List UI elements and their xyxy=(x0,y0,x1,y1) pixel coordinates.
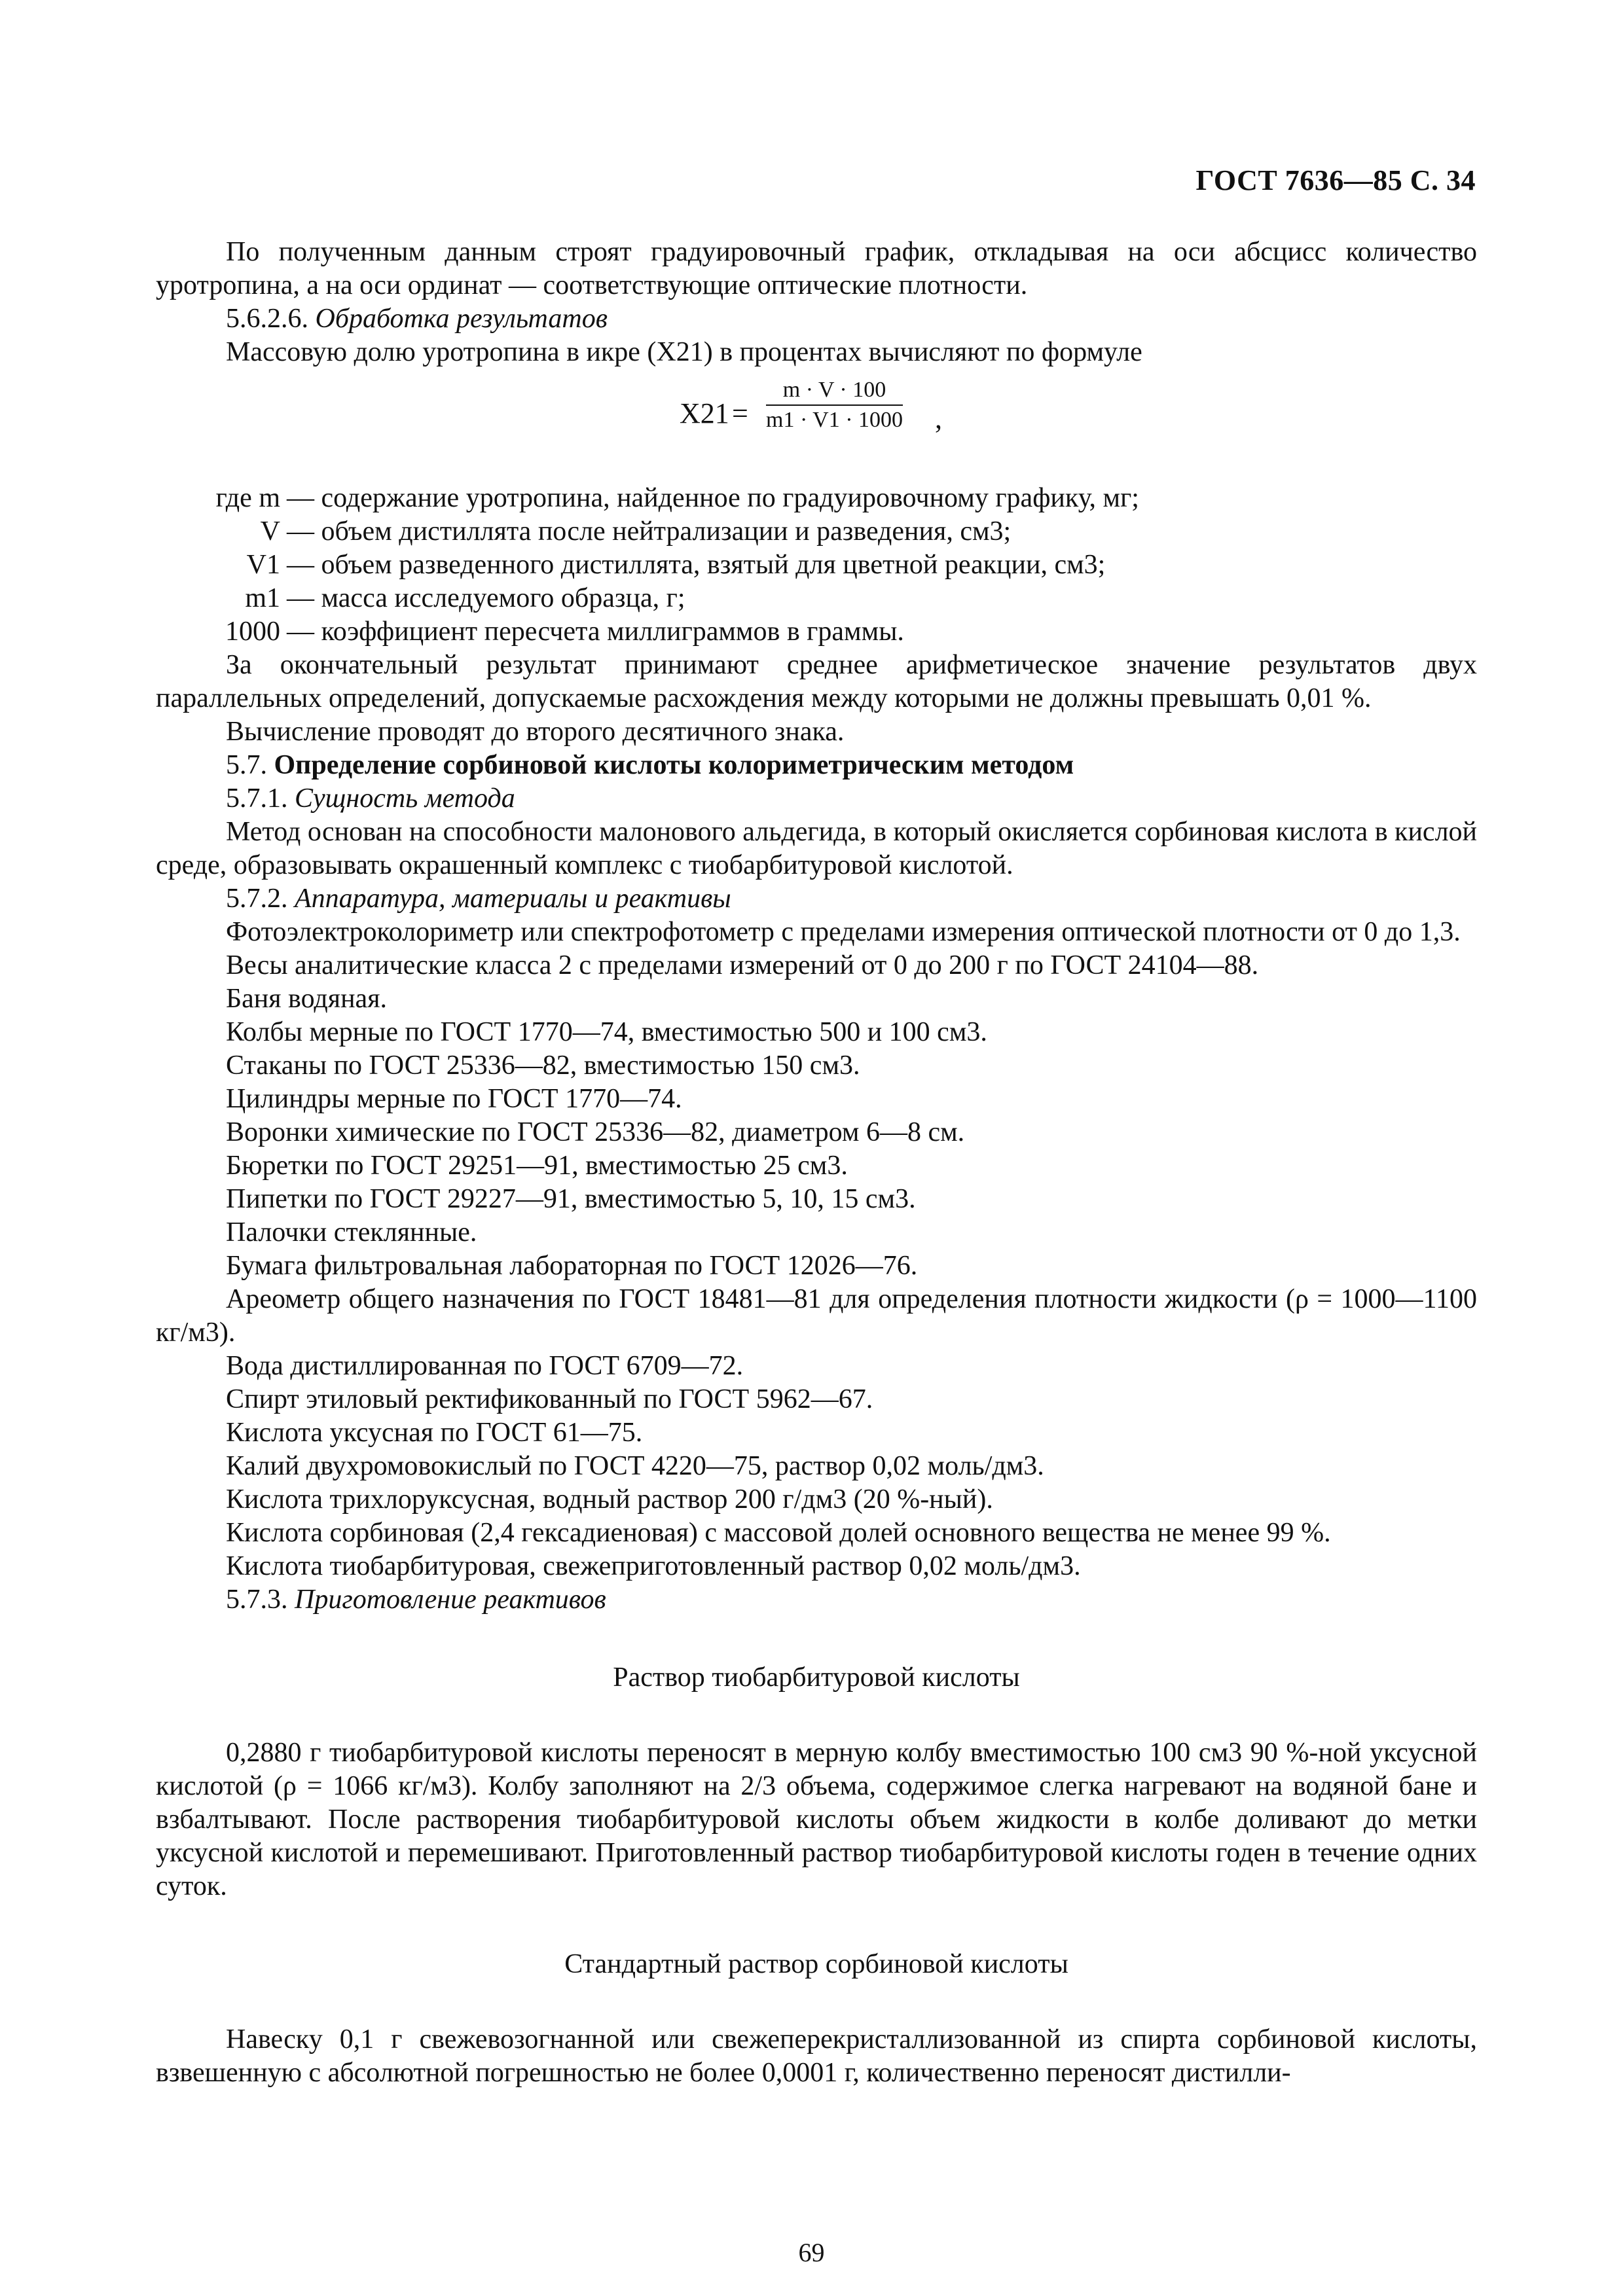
section-5-7-1 xyxy=(156,782,1477,816)
variable-definitions xyxy=(156,482,1477,649)
section-title: Приготовление реактивов xyxy=(295,1585,606,1615)
list-item: Кислота уксусная по ГОСТ 61—75. xyxy=(226,1418,643,1448)
formula xyxy=(156,376,1477,474)
formula-fraction xyxy=(766,376,903,435)
list-item: Кислота тиобарбитуровая, свежеприготовленный раствор 0,02 моль/дм3. xyxy=(226,1551,1081,1581)
tba-solution-paragraph: 0,2880 г тиобарбитуровой кислоты переносят в мерную колбу вместимостью 100 см3 90 %-ной уксусной кислотой (ρ = 1066 кг/м3). Колбу заполняют на 2/3 объема, содержимое слегка нагревают на водяной бане и взбалтывают. После растворения тиобарбитуровой кислоты объем жидкости в колбе доливают до метки уксусной кислотой и перемешивают. Приготовленный раствор тиобарбитуровой кислоты годен в течение одних суток. xyxy=(156,1738,1477,1901)
sorbic-solution-title: Стандартный раствор сорбиновой кислоты xyxy=(564,1949,1068,1979)
formula-lhs: X21 xyxy=(680,397,729,429)
section-title: Обработка результатов xyxy=(315,304,608,334)
section-number: 5.7.2. xyxy=(226,884,288,914)
section-5-7 xyxy=(156,749,1477,782)
formula-numerator: m · V · 100 xyxy=(766,376,903,406)
list-item: Стаканы по ГОСТ 25336—82, вместимостью 150 см3. xyxy=(226,1050,860,1081)
definition-text: — объем разведенного дистиллята, взятый для цветной реакции, см3; xyxy=(287,550,1106,580)
definition-text: — масса исследуемого образца, г; xyxy=(287,583,685,613)
section-number: 5.7.1. xyxy=(226,783,288,814)
sorbic-solution-paragraph: Навеску 0,1 г свежевозогнанной или свежеперекристаллизованной из спирта сорбиновой кислоты, взвешенную с абсолютной погрешностью не более 0,0001 г, количественно переносят дистилли- xyxy=(156,2024,1477,2088)
list-item: Ареометр общего назначения по ГОСТ 18481—81 для определения плотности жидкости (ρ = 1000—1100 кг/м3). xyxy=(156,1284,1477,1348)
definition-symbol: 1000 xyxy=(225,617,280,647)
section-number: 5.6.2.6. xyxy=(226,304,308,334)
page-number: 69 xyxy=(798,2238,825,2267)
definition-row xyxy=(156,615,1477,649)
formula-equals: = xyxy=(732,397,748,429)
definition-symbol: V1 xyxy=(246,550,280,580)
section-number: 5.7.3. xyxy=(226,1585,288,1615)
definition-text: — коэффициент пересчета миллиграммов в граммы. xyxy=(287,617,904,647)
list-item: Бумага фильтровальная лабораторная по ГОСТ 12026—76. xyxy=(226,1251,918,1281)
formula-denominator: m1 · V1 · 1000 xyxy=(766,408,903,432)
list-item: Вода дистиллированная по ГОСТ 6709—72. xyxy=(226,1351,744,1381)
calc-precision: Вычисление проводят до второго десятичного знака. xyxy=(226,717,845,747)
method-paragraph: Метод основан на способности малонового альдегида, в который окисляется сорбиновая кислота в кислой среде, образовывать окрашенный комплекс с тиобарбитуровой кислотой. xyxy=(156,817,1477,880)
definition-text: — содержание уротропина, найденное по градуировочному графику, мг; xyxy=(287,483,1139,513)
intro-paragraph: По полученным данным строят градуировочный график, откладывая на оси абсцисс количество уротропина, а на оси ординат — соответствующие оптические плотности. xyxy=(156,237,1477,300)
list-item: Палочки стеклянные. xyxy=(226,1217,477,1247)
list-item: Колбы мерные по ГОСТ 1770—74, вместимостью 500 и 100 см3. xyxy=(226,1017,987,1047)
list-item: Воронки химические по ГОСТ 25336—82, диаметром 6—8 см. xyxy=(226,1117,965,1147)
final-result-paragraph: За окончательный результат принимают среднее арифметическое значение результатов двух параллельных определений, допускаемые расхождения между которыми не должны превышать 0,01 %. xyxy=(156,650,1477,713)
section-title: Определение сорбиновой кислоты колориметрическим методом xyxy=(274,750,1074,780)
list-item: Цилиндры мерные по ГОСТ 1770—74. xyxy=(226,1084,682,1114)
list-item: Калий двухромовокислый по ГОСТ 4220—75, раствор 0,02 моль/дм3. xyxy=(226,1451,1044,1481)
definition-row xyxy=(156,482,1477,515)
definition-symbol: m1 xyxy=(245,583,280,613)
definition-symbol: V xyxy=(260,516,280,547)
list-item: Кислота сорбиновая (2,4 гексадиеновая) с массовой долей основного вещества не менее 99 %. xyxy=(226,1518,1331,1548)
page-header: ГОСТ 7636—85 С. 34 xyxy=(1195,164,1476,196)
definition-text: — объем дистиллята после нейтрализации и разведения, см3; xyxy=(287,516,1012,547)
list-item: Баня водяная. xyxy=(226,984,388,1014)
section-5-7-2 xyxy=(156,882,1477,916)
section-title: Сущность метода xyxy=(295,783,515,814)
list-item: Весы аналитические класса 2 с пределами измерений от 0 до 200 г по ГОСТ 24104—88. xyxy=(226,950,1259,980)
definition-row xyxy=(156,548,1477,582)
list-item: Фотоэлектроколориметр или спектрофотометр с пределами измерения оптической плотности от 0 до 1,3. xyxy=(226,917,1461,947)
list-item: Бюретки по ГОСТ 29251—91, вместимостью 25 см3. xyxy=(226,1151,848,1181)
list-item: Спирт этиловый ректификованный по ГОСТ 5962—67. xyxy=(226,1384,873,1414)
section-number: 5.7. xyxy=(226,750,267,780)
mass-fraction-text: Массовую долю уротропина в икре (X21) в процентах вычисляют по формуле xyxy=(226,337,1142,367)
section-5-6-2-6 xyxy=(156,302,1477,336)
list-item: Пипетки по ГОСТ 29227—91, вместимостью 5, 10, 15 см3. xyxy=(226,1184,916,1214)
definition-row xyxy=(156,515,1477,548)
definition-row xyxy=(156,582,1477,615)
tba-solution-title: Раствор тиобарбитуровой кислоты xyxy=(613,1662,1020,1693)
document-body xyxy=(156,236,1477,2090)
definition-symbol: где m xyxy=(215,483,280,513)
formula-comma: , xyxy=(935,403,942,435)
list-item: Кислота трихлоруксусная, водный раствор 200 г/дм3 (20 %-ный). xyxy=(226,1484,993,1515)
section-title: Аппаратура, материалы и реактивы xyxy=(295,884,731,914)
section-5-7-3 xyxy=(156,1583,1477,1617)
equipment-list xyxy=(156,916,1477,1583)
